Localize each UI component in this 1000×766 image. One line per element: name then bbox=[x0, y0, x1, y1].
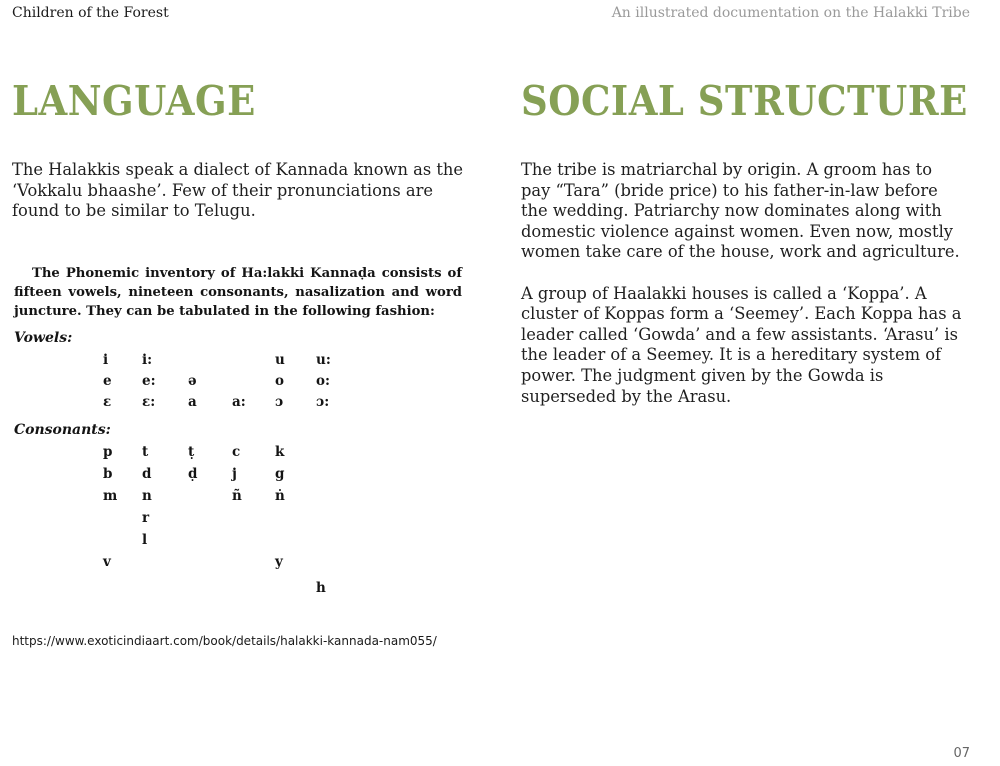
consonants-label: Consonants: bbox=[14, 422, 111, 438]
running-header-subtitle: An illustrated documentation on the Halakki Tribe bbox=[611, 5, 970, 21]
vowel-symbol: ɛ: bbox=[142, 394, 156, 410]
vowel-symbol: ə bbox=[188, 373, 197, 389]
consonant-symbol: m bbox=[103, 488, 118, 504]
consonant-symbol: t bbox=[142, 444, 149, 460]
inventory-intro: The Phonemic inventory of Ha:lakki Kannaḍa consists of fifteen vowels, nineteen consonants, nasalization and word juncture. They can be tabulated in the following fashion: bbox=[14, 266, 462, 319]
vowel-symbol: i bbox=[103, 352, 109, 368]
consonant-symbol: c bbox=[232, 444, 241, 460]
vowel-symbol: ɔ bbox=[275, 394, 284, 410]
consonant-symbol: b bbox=[103, 466, 113, 482]
consonant-symbol: ṅ bbox=[275, 488, 285, 504]
vowel-symbol: e bbox=[103, 373, 112, 389]
consonant-symbol: n bbox=[142, 488, 152, 504]
vowel-symbol: ɛ bbox=[103, 394, 112, 410]
consonant-symbol: l bbox=[142, 532, 148, 548]
vowel-symbol: ɔ: bbox=[316, 394, 330, 410]
phonemic-inventory-scan bbox=[14, 264, 464, 604]
vowel-symbol: a: bbox=[232, 394, 246, 410]
consonant-symbol: v bbox=[103, 554, 111, 570]
social-structure-heading: SOCIAL STRUCTURE bbox=[521, 76, 968, 126]
social-paragraph-1: The tribe is matriarchal by origin. A groom has to pay “Tara” (bride price) to his father-in-law before the wedding. Patriarchy now dominates along with domestic violence against women. Even now, mostly women take care of the house, work and agriculture. bbox=[521, 160, 960, 262]
page-number: 07 bbox=[953, 746, 970, 761]
vowel-symbol: e: bbox=[142, 373, 156, 389]
consonant-symbol: y bbox=[275, 554, 283, 570]
vowel-symbol: o bbox=[275, 373, 285, 389]
consonant-symbol: ñ bbox=[232, 488, 242, 504]
social-structure-text bbox=[521, 160, 966, 428]
consonant-symbol: p bbox=[103, 444, 113, 460]
source-link[interactable]: https://www.exoticindiaart.com/book/details/halakki-kannada-nam055/ bbox=[12, 634, 437, 648]
vowels-label: Vowels: bbox=[14, 330, 73, 346]
consonant-symbol: ṭ bbox=[188, 444, 195, 460]
vowel-symbol: o: bbox=[316, 373, 330, 389]
consonant-symbol: h bbox=[316, 580, 326, 596]
consonant-symbol: j bbox=[232, 466, 237, 482]
running-header-title: Children of the Forest bbox=[12, 5, 169, 21]
vowel-symbol: a bbox=[188, 394, 197, 410]
vowel-symbol: u: bbox=[316, 352, 331, 368]
consonant-symbol: ḍ bbox=[188, 466, 198, 482]
consonant-symbol: k bbox=[275, 444, 285, 460]
language-paragraph: The Halakkis speak a dialect of Kannada known as the ‘Vokkalu bhaashe’. Few of their pronunciations are found to be similar to Telugu. bbox=[12, 160, 464, 221]
social-paragraph-2: A group of Haalakki houses is called a ‘Koppa’. A cluster of Koppas form a ‘Seemey’. Each Koppa has a leader called ‘Gowda’ and a few assistants. ‘Arasu’ is the leader of a Seemey. It is a hereditary system of power. The judgment given by the Gowda is superseded by the Arasu. bbox=[521, 283, 962, 406]
consonant-symbol: r bbox=[142, 510, 150, 526]
consonant-symbol: d bbox=[142, 466, 152, 482]
consonant-symbol: g bbox=[275, 466, 285, 482]
vowel-symbol: u bbox=[275, 352, 285, 368]
language-heading: LANGUAGE bbox=[12, 76, 256, 126]
vowel-symbol: i: bbox=[142, 352, 153, 368]
